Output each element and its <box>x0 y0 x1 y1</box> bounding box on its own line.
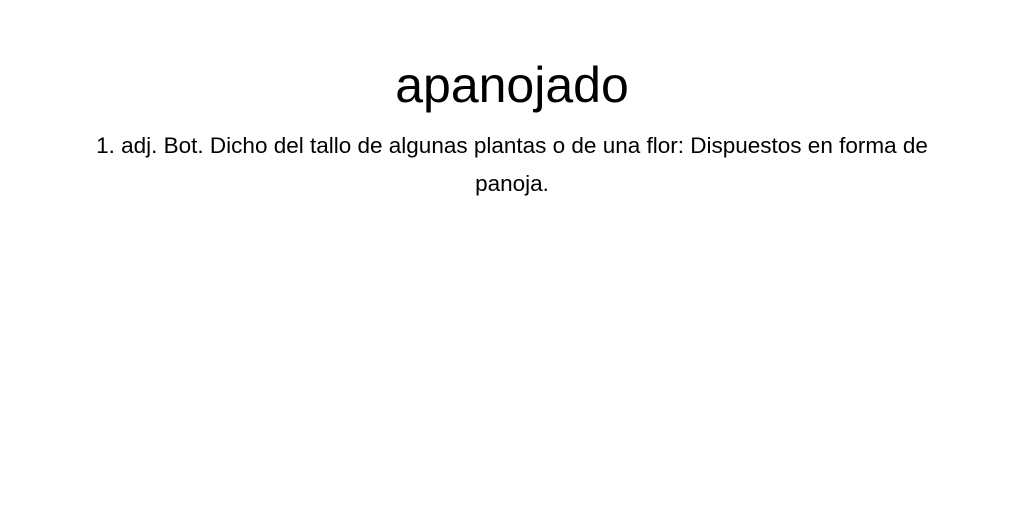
entry-headword: apanojado <box>395 57 629 113</box>
entry-definition: 1. adj. Bot. Dicho del tallo de algunas plantas o de una flor: Dispuestos en forma de panoja. <box>96 133 928 196</box>
